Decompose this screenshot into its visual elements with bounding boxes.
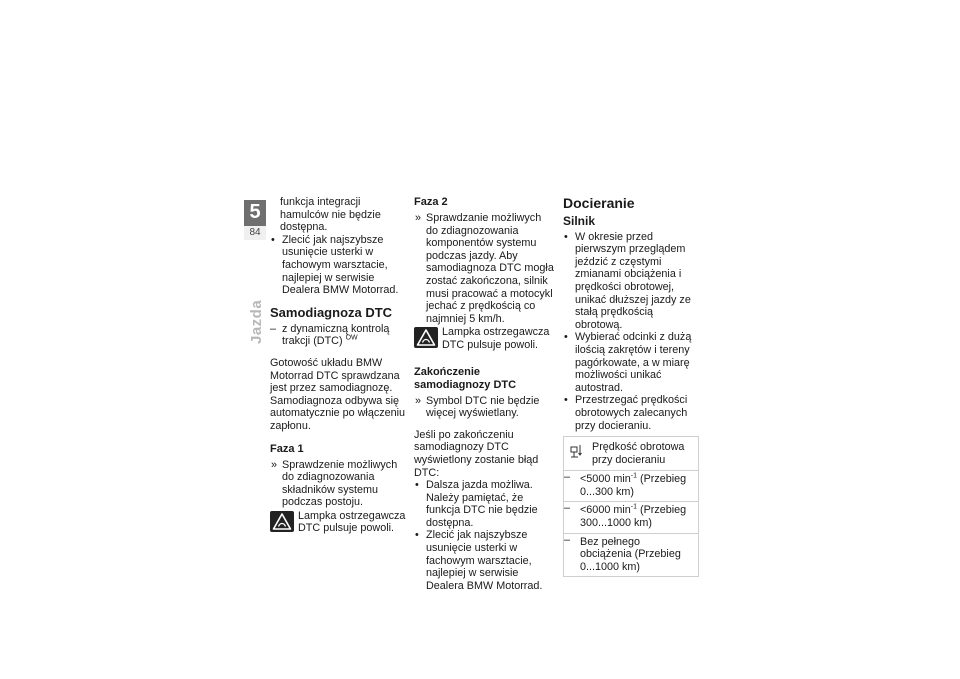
phase-2-lamp-text: Lampka ostrzegawcza DTC pulsuje powoli. — [442, 326, 550, 351]
box-row — [564, 471, 698, 502]
row-value: <5000 min — [580, 473, 631, 486]
paragraph-error: Jeśli po zakończeniu samodiagnozy DTC wyświetlony zostanie błąd DTC: — [414, 428, 539, 479]
dtc-warning-lamp-icon — [414, 327, 438, 348]
page-number: 84 — [244, 226, 266, 240]
phase-1-heading: Faza 1 — [270, 442, 304, 455]
bullet-item: • Przestrzegać prędkości obrotowych zalecanych przy docieraniu. — [563, 394, 699, 432]
phase-2-step: » Sprawdzanie możliwych do zdiagnozowania komponentów systemu podczas jazdy. Aby samodiagnoza DTC mogła zostać zakończona, silnik musi pracować a motocykl jechać z prędkością co najmniej 5 km/h. — [414, 212, 554, 325]
bullet-item: • Zlecić jak najszybsze usunięcie usterki w fachowym warsztacie, najlepiej w serwisie Dealera BMW Motorrad. — [270, 234, 410, 297]
section-heading-running-in: Docieranie — [563, 195, 635, 211]
chapter-tab — [244, 200, 266, 240]
bullet-item: • Zlecić jak najszybsze usunięcie usterki w fachowym warsztacie, najlepiej w serwisie Dealera BMW Motorrad. — [414, 529, 554, 592]
column-2 — [414, 196, 554, 592]
row-value: <6000 min — [580, 504, 631, 517]
row-unit-exponent: -1 — [630, 503, 637, 511]
equipment-note — [270, 323, 410, 348]
phase-1-step: » Sprawdzenie możliwych do zdiagnozowania składników systemu podczas postoju. — [270, 459, 410, 509]
row-range: (Przebieg 300...1000 km) — [580, 504, 687, 530]
phase-2-heading: Faza 2 — [414, 196, 448, 208]
row-unit-exponent: -1 — [630, 472, 637, 480]
column-1 — [270, 196, 410, 535]
dtc-warning-lamp-icon — [270, 511, 294, 532]
section-heading-dtc-selfdiagnosis: Samodiagnoza DTC — [270, 304, 393, 320]
phase-2-lamp-note — [414, 326, 554, 351]
row-range: (Przebieg 0...300 km) — [580, 473, 687, 498]
phase-1-lamp-text: Lampka ostrzegawcza DTC pulsuje powoli. — [298, 509, 406, 535]
chapter-title: Jazda — [248, 299, 265, 344]
subheading-engine: Silnik — [563, 214, 596, 228]
column-3 — [563, 196, 699, 577]
intro-text: funkcja integracji hamulców nie będzie dostępna. — [280, 196, 381, 234]
running-in-speed-box — [563, 436, 699, 577]
equipment-code: OW — [345, 334, 358, 342]
engine-speed-icon — [570, 443, 584, 463]
bullet-item: • Wybierać odcinki z dużą ilością zakrętów i tereny pagórkowate, a w miarę możliwości unikać autostrad. — [563, 331, 699, 394]
phase-1-lamp-note — [270, 510, 410, 535]
box-header — [564, 437, 698, 471]
box-row — [564, 502, 698, 533]
box-title: Prędkość obrotowa przy docieraniu — [592, 441, 685, 466]
bullet-item: • W okresie przed pierwszym przeglądem jeździć z częstymi zmianami obciążenia i prędkości obrotowej, unikać dłuższej jazdy ze stałą prędkością obrotową. — [563, 231, 699, 332]
end-step: » Symbol DTC nie będzie więcej wyświetlany. — [414, 395, 554, 420]
equipment-text: z dynamiczną kontrolą trakcji (DTC) — [282, 322, 390, 348]
end-heading: Zakończenie samodiagnozy DTC — [414, 365, 517, 391]
box-row — [564, 534, 698, 577]
chapter-number: 5 — [249, 201, 261, 223]
paragraph-selfdiagnosis: Gotowość układu BMW Motorrad DTC sprawdzana jest przez samodiagnozę. Samodiagnoza odbywa się automatycznie po włączeniu zapłonu. — [270, 356, 406, 432]
row-value: Bez pełnego obciążenia (Przebieg 0...1000 km) — [580, 535, 681, 573]
bullet-item: • Dalsza jazda możliwa. Należy pamiętać, że funkcja DTC nie będzie dostępna. — [414, 479, 554, 529]
